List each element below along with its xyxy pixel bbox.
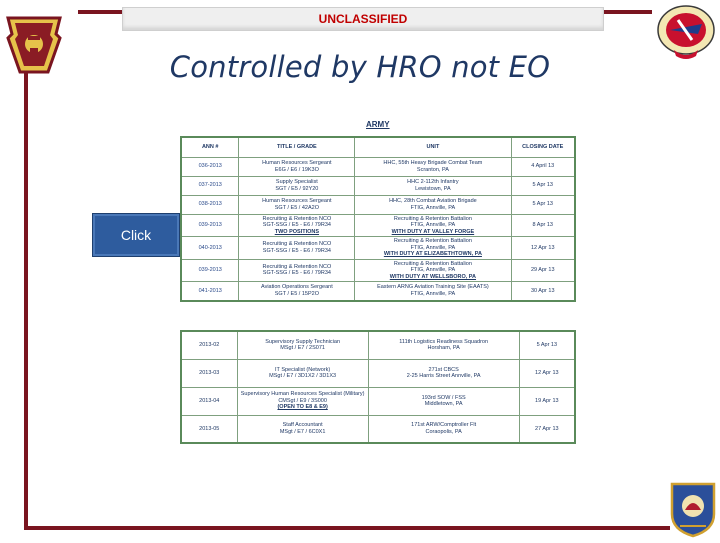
unit-cell: HHC, 55th Heavy Brigade Combat Team Scranton, PA bbox=[355, 157, 511, 176]
positions-note: TWO POSITIONS bbox=[274, 228, 320, 235]
unit-seal-icon bbox=[668, 480, 718, 538]
title-grade-cell: Supervisory Supply Technician MSgt / E7 / 2S071 bbox=[237, 331, 368, 359]
duty-location-note: WITH DUTY AT WELLSBORO, PA bbox=[389, 273, 477, 280]
slide-title: Controlled by HRO not EO bbox=[169, 50, 551, 84]
ann-number: 037-2013 bbox=[181, 176, 239, 195]
table-row bbox=[181, 359, 575, 387]
closing-date: 12 Apr 13 bbox=[519, 359, 575, 387]
column-header-title-grade: TITLE / GRADE bbox=[239, 137, 355, 157]
closing-date: 12 Apr 13 bbox=[511, 237, 575, 260]
table-row bbox=[181, 415, 575, 443]
title-grade-cell: Staff Accountant MSgt / E7 / 6C0X1 bbox=[237, 415, 368, 443]
title-grade-cell: Supply Specialist SGT / E5 / 92Y20 bbox=[239, 176, 355, 195]
closing-date: 29 Apr 13 bbox=[511, 259, 575, 282]
classification-banner: UNCLASSIFIED bbox=[122, 7, 604, 31]
column-header-ann: ANN # bbox=[181, 137, 239, 157]
unit-cell: Eastern ARNG Aviation Training Site (EAATS) FTIG, Annville, PA bbox=[355, 282, 511, 301]
unit-cell: HHC, 28th Combat Aviation Brigade FTIG, Annville, PA bbox=[355, 195, 511, 214]
ann-number: 2013-03 bbox=[181, 359, 237, 387]
ann-number: 2013-05 bbox=[181, 415, 237, 443]
ann-number: 2013-04 bbox=[181, 387, 237, 415]
title-grade-cell: Human Resources Sergeant E6G / E6 / 19K3O bbox=[239, 157, 355, 176]
closing-date: 5 Apr 13 bbox=[511, 176, 575, 195]
column-header-unit: UNIT bbox=[355, 137, 511, 157]
table-row bbox=[181, 331, 575, 359]
ann-number: 040-2013 bbox=[181, 237, 239, 260]
column-header-closing-date: CLOSING DATE bbox=[511, 137, 575, 157]
table-row bbox=[181, 282, 575, 301]
table-row bbox=[181, 195, 575, 214]
table-row bbox=[181, 259, 575, 282]
table-row bbox=[181, 237, 575, 260]
unit-cell: Recruiting & Retention Battalion FTIG, Annville, PA WITH DUTY AT WELLSBORO, PA bbox=[355, 259, 511, 282]
frame-line-top-left bbox=[78, 10, 126, 14]
frame-line-left bbox=[24, 70, 28, 530]
unit-cell: 171st ARW/Comptroller Flt Coraopolis, PA bbox=[368, 415, 519, 443]
title-grade-cell: IT Specialist (Network) MSgt / E7 / 3D1X2 / 3D1X3 bbox=[237, 359, 368, 387]
closing-date: 19 Apr 13 bbox=[519, 387, 575, 415]
unit-cell: 193rd SOW / FSS Middletown, PA bbox=[368, 387, 519, 415]
title-grade-cell: Recruiting & Retention NCO SGT-SSG / E5 - E6 / 79R34 bbox=[239, 237, 355, 260]
closing-date: 5 Apr 13 bbox=[519, 331, 575, 359]
ann-number: 039-2013 bbox=[181, 214, 239, 237]
ann-number: 041-2013 bbox=[181, 282, 239, 301]
table-row bbox=[181, 387, 575, 415]
duty-location-note: WITH DUTY AT VALLEY FORGE bbox=[391, 228, 475, 235]
closing-date: 4 April 13 bbox=[511, 157, 575, 176]
unit-cell: 111th Logistics Readiness Squadron Horsham, PA bbox=[368, 331, 519, 359]
closing-date: 5 Apr 13 bbox=[511, 195, 575, 214]
army-section-label: ARMY bbox=[366, 120, 390, 129]
closing-date: 30 Apr 13 bbox=[511, 282, 575, 301]
closing-date: 27 Apr 13 bbox=[519, 415, 575, 443]
air-positions-table bbox=[180, 330, 576, 444]
table-row bbox=[181, 176, 575, 195]
title-grade-cell: Aviation Operations Sergeant SGT / E5 / 15P2O bbox=[239, 282, 355, 301]
title-grade-cell: Recruiting & Retention NCO SGT-SSG / E5 - E6 / 79R34 TWO POSITIONS bbox=[239, 214, 355, 237]
frame-line-bottom bbox=[24, 526, 670, 530]
title-grade-cell: Supervisory Human Resources Specialist (Military) CMSgt / E9 / 3S000 (OPEN TO E8 & E9) bbox=[237, 387, 368, 415]
table-header-row bbox=[181, 137, 575, 157]
ann-number: 036-2013 bbox=[181, 157, 239, 176]
title-grade-cell: Human Resources Sergeant SGT / E5 / 42A2O bbox=[239, 195, 355, 214]
ann-number: 038-2013 bbox=[181, 195, 239, 214]
unit-cell: Recruiting & Retention Battalion FTIG, Annville, PA WITH DUTY AT VALLEY FORGE bbox=[355, 214, 511, 237]
ann-number: 2013-02 bbox=[181, 331, 237, 359]
grade-note: (OPEN TO E8 & E9) bbox=[277, 404, 328, 411]
closing-date: 8 Apr 13 bbox=[511, 214, 575, 237]
table-row bbox=[181, 214, 575, 237]
ann-number: 039-2013 bbox=[181, 259, 239, 282]
unit-cell: 271st CBCS 2-25 Harris Street Annville, PA bbox=[368, 359, 519, 387]
click-button[interactable]: Click bbox=[92, 213, 180, 257]
table-row bbox=[181, 157, 575, 176]
frame-line-top-right bbox=[600, 10, 652, 14]
unit-cell: HHC 2-112th Infantry Lewistown, PA bbox=[355, 176, 511, 195]
title-grade-cell: Recruiting & Retention NCO SGT-SSG / E5 - E6 / 79R34 bbox=[239, 259, 355, 282]
army-positions-table bbox=[180, 136, 576, 302]
unit-cell: Recruiting & Retention Battalion FTIG, Annville, PA WITH DUTY AT ELIZABETHTOWN, PA bbox=[355, 237, 511, 260]
duty-location-note: WITH DUTY AT ELIZABETHTOWN, PA bbox=[383, 251, 482, 257]
